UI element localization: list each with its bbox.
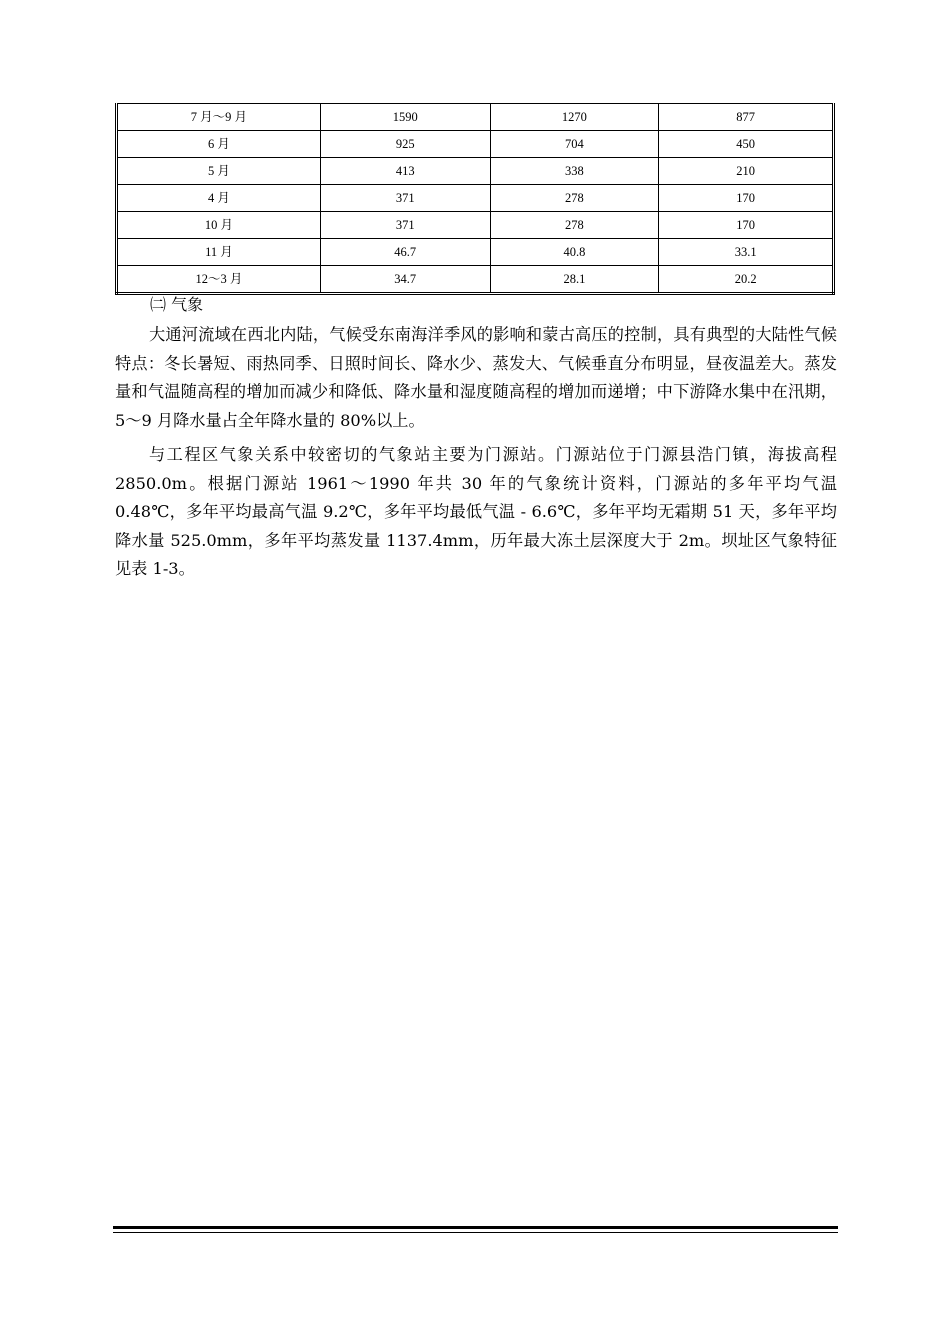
value-cell: 371 (320, 212, 490, 239)
value-cell: 278 (490, 212, 659, 239)
station-paragraph: 与工程区气象关系中较密切的气象站主要为门源站。门源站位于门源县浩门镇，海拔高程 2850.0m。根据门源站 1961～1990 年共 30 年的气象统计资料，门源站的多年平均气温 0.48℃，多年平均最高气温 9.2℃，多年平均最低气温 - 6.6℃，多年平均无霜期 51 天，多年平均降水量 525.0mm，多年平均蒸发量 1137.4mm，历年最大冻土层深度大于 2m。坝址区气象特征见表 1-3。 (115, 445, 837, 578)
month-cell: 6 月 (117, 131, 321, 158)
value-cell: 210 (659, 158, 834, 185)
table-row (117, 239, 834, 266)
value-cell: 34.7 (320, 266, 490, 294)
month-cell: 7 月～9 月 (117, 104, 321, 131)
value-cell: 450 (659, 131, 834, 158)
value-cell: 371 (320, 185, 490, 212)
month-cell: 4 月 (117, 185, 321, 212)
climate-paragraph: 大通河流域在西北内陆，气候受东南海洋季风的影响和蒙古高压的控制，具有典型的大陆性气候特点：冬长暑短、雨热同季、日照时间长、降水少、蒸发大、气候垂直分布明显，昼夜温差大。蒸发量和气温随高程的增加而减少和降低、降水量和湿度随高程的增加而递增；中下游降水集中在汛期，5～9 月降水量占全年降水量的 80%以上。 (115, 325, 837, 430)
value-cell: 1590 (320, 104, 490, 131)
table-row (117, 158, 834, 185)
value-cell: 20.2 (659, 266, 834, 294)
table-row (117, 131, 834, 158)
value-cell: 278 (490, 185, 659, 212)
value-cell: 28.1 (490, 266, 659, 294)
value-cell: 877 (659, 104, 834, 131)
table-row (117, 266, 834, 294)
value-cell: 170 (659, 185, 834, 212)
section-heading: ㈡ 气象 (150, 295, 204, 314)
value-cell: 704 (490, 131, 659, 158)
month-cell: 11 月 (117, 239, 321, 266)
value-cell: 40.8 (490, 239, 659, 266)
footer-rule (113, 1226, 838, 1233)
value-cell: 170 (659, 212, 834, 239)
value-cell: 338 (490, 158, 659, 185)
value-cell: 33.1 (659, 239, 834, 266)
table-row (117, 212, 834, 239)
table-row (117, 185, 834, 212)
table-row (117, 104, 834, 131)
value-cell: 925 (320, 131, 490, 158)
month-cell: 10 月 (117, 212, 321, 239)
value-cell: 1270 (490, 104, 659, 131)
value-cell: 413 (320, 158, 490, 185)
flow-table (115, 103, 835, 295)
value-cell: 46.7 (320, 239, 490, 266)
month-cell: 12～3 月 (117, 266, 321, 294)
month-cell: 5 月 (117, 158, 321, 185)
